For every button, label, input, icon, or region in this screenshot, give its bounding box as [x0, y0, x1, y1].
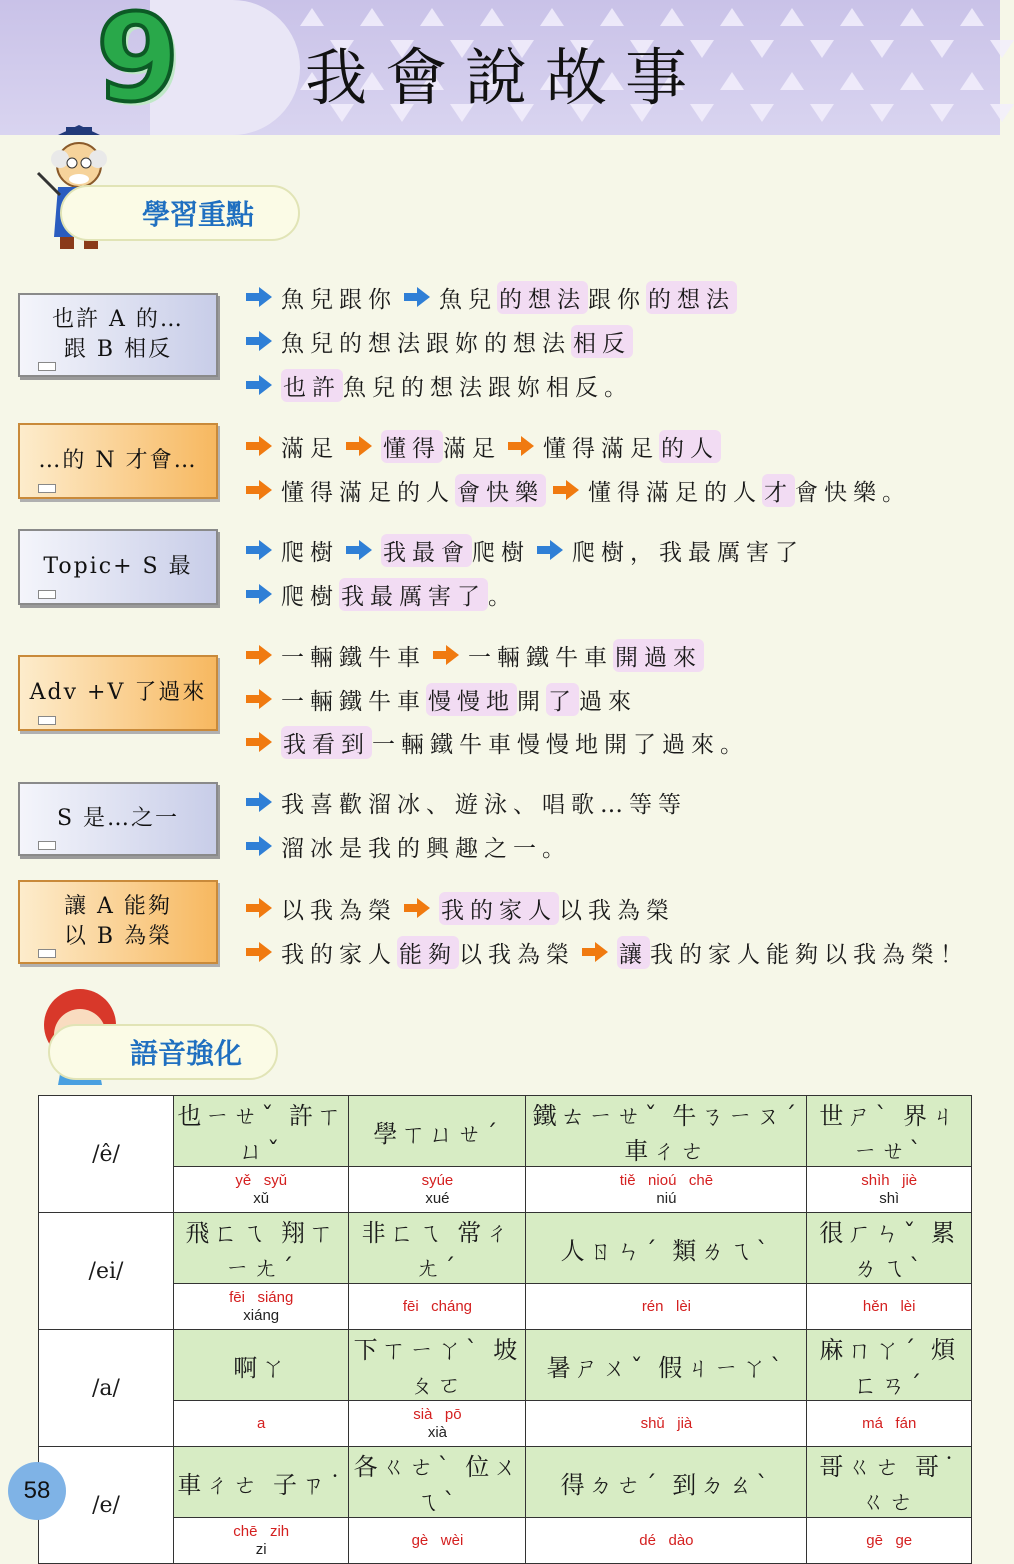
pinyin-cell [174, 1401, 349, 1447]
example-text: 會快樂。 [795, 479, 911, 506]
triangle-decoration [900, 8, 924, 26]
triangle-decoration [600, 8, 624, 26]
triangle-decoration [810, 40, 834, 58]
example-text: 。 [488, 583, 517, 610]
example-text: 一輛鐵牛車 [281, 644, 426, 671]
pinyin-text: shìh jiè [861, 1171, 918, 1189]
highlighted-text: 的人 [659, 430, 721, 463]
triangle-decoration [840, 72, 864, 90]
triangle-decoration [990, 40, 1014, 58]
pinyin-cell [349, 1167, 526, 1213]
pinyin-cell [174, 1167, 349, 1213]
arrow-right-icon [245, 330, 273, 352]
example-text: 一輛鐵牛車 [468, 644, 613, 671]
example-text: 爬樹 [281, 539, 339, 566]
unit-header [0, 0, 1000, 135]
example-text: 爬樹 [281, 583, 339, 610]
triangle-decoration [420, 8, 444, 26]
triangle-decoration [780, 72, 804, 90]
section-title-phonetics: 語音強化 [130, 1037, 243, 1070]
pinyin-cell [349, 1401, 526, 1447]
pinyin-text: chē zih [233, 1522, 290, 1540]
triangle-decoration [660, 8, 684, 26]
triangle-decoration [750, 104, 774, 122]
grammar-box-1: 也許 A 的… 跟 B 相反 [18, 293, 218, 377]
arrow-right-icon [245, 791, 273, 813]
pinyin-text: shǔ jià [640, 1414, 693, 1432]
pinyin-cell [174, 1518, 349, 1564]
vowel-label: /ê/ [39, 1096, 174, 1213]
section-title-grammar: 學習重點 [142, 198, 255, 231]
triangle-decoration [870, 40, 894, 58]
arrow-right-icon [245, 644, 273, 666]
hanzi-cell: 啊ㄚ [174, 1330, 349, 1401]
pinyin-cell [349, 1518, 526, 1564]
pinyin-text: dé dào [639, 1531, 694, 1549]
arrow-right-icon [245, 435, 273, 457]
arrow-right-icon [432, 644, 460, 666]
hanzi-cell: 麻ㄇㄚˊ 煩ㄈㄢˊ [807, 1330, 972, 1401]
highlighted-text: 我最會 [381, 534, 472, 567]
highlighted-text: 我看到 [281, 726, 372, 759]
triangle-decoration [930, 40, 954, 58]
highlighted-text: 慢慢地 [426, 683, 517, 716]
pinyin-alt-text: xiáng [243, 1306, 280, 1324]
pinyin-text: fēi cháng [402, 1297, 473, 1315]
arrow-right-icon [245, 897, 273, 919]
hanzi-cell: 也ㄧㄝˇ 許ㄒㄩˇ [174, 1096, 349, 1167]
highlighted-text: 才 [762, 474, 795, 507]
highlighted-text: 讓 [617, 936, 650, 969]
example-text: 過來 [579, 688, 637, 715]
arrow-right-icon [552, 479, 580, 501]
example-line [245, 724, 749, 760]
example-text: 爬樹 [472, 539, 530, 566]
pinyin-alt-text: niú [656, 1189, 677, 1207]
vowel-label: /a/ [39, 1330, 174, 1447]
example-text: 溜冰是我的興趣之一。 [281, 835, 571, 862]
grammar-box-3: Topic+ S 最 [18, 529, 218, 605]
example-text: 魚兒 [439, 286, 497, 313]
pinyin-cell [807, 1284, 972, 1330]
hanzi-cell: 世ㄕˋ 界ㄐㄧㄝˋ [807, 1096, 972, 1167]
example-text: 魚兒的想法跟妳的想法 [281, 330, 571, 357]
example-text: 魚兒跟你 [281, 286, 397, 313]
example-line [245, 681, 637, 717]
arrow-right-icon [403, 286, 431, 308]
arrow-right-icon [536, 539, 564, 561]
arrow-right-icon [245, 479, 273, 501]
example-line [245, 323, 633, 359]
pinyin-text: gè wèi [411, 1531, 464, 1549]
example-text: 懂得滿足 [543, 435, 659, 462]
pinyin-cell [349, 1284, 526, 1330]
hanzi-cell: 得ㄉㄜˊ 到ㄉㄠˋ [526, 1447, 807, 1518]
hanzi-cell: 很ㄏㄣˇ 累ㄌㄟˋ [807, 1213, 972, 1284]
hanzi-cell: 非ㄈㄟ 常ㄔㄤˊ [349, 1213, 526, 1284]
example-line [245, 890, 675, 926]
example-text: 魚兒的想法跟妳相反。 [343, 374, 633, 401]
example-text: 我的家人能夠以我為榮！ [650, 941, 969, 968]
pinyin-text: rén lèi [641, 1297, 692, 1315]
example-text: 滿足 [443, 435, 501, 462]
unit-number: 9 [96, 0, 180, 129]
pinyin-alt-text: shì [879, 1189, 900, 1207]
pinyin-cell [174, 1284, 349, 1330]
example-text: 爬樹，我最厲害了 [572, 539, 804, 566]
triangle-decoration [720, 8, 744, 26]
highlighted-text: 的想法 [497, 281, 588, 314]
highlighted-text: 也許 [281, 369, 343, 402]
highlighted-text: 開過來 [613, 639, 704, 672]
highlighted-text: 的想法 [646, 281, 737, 314]
example-line [245, 828, 571, 864]
triangle-decoration [930, 104, 954, 122]
pinyin-alt-text: xià [427, 1423, 448, 1441]
triangle-decoration [360, 8, 384, 26]
example-line [245, 367, 633, 403]
pinyin-alt-text: xǔ [253, 1189, 270, 1207]
example-text: 跟你 [588, 286, 646, 313]
vowel-label: /ei/ [39, 1213, 174, 1330]
triangle-decoration [840, 8, 864, 26]
arrow-right-icon [245, 539, 273, 561]
pinyin-text: yě syǔ [235, 1171, 288, 1189]
arrow-right-icon [245, 286, 273, 308]
pinyin-cell [807, 1401, 972, 1447]
hanzi-cell: 鐵ㄊㄧㄝˇ 牛ㄋㄧㄡˊ 車ㄔㄜ [526, 1096, 807, 1167]
highlighted-text: 了 [546, 683, 579, 716]
grammar-box-5: S 是…之一 [18, 782, 218, 856]
arrow-right-icon [245, 731, 273, 753]
example-text: 懂得滿足的人 [281, 479, 455, 506]
highlighted-text: 相反 [571, 325, 633, 358]
pinyin-cell [807, 1167, 972, 1213]
highlighted-text: 能夠 [397, 936, 459, 969]
triangle-decoration [960, 8, 984, 26]
grammar-box-6: 讓 A 能夠 以 B 為榮 [18, 880, 218, 964]
highlighted-text: 我最厲害了 [339, 578, 488, 611]
arrow-right-icon [245, 941, 273, 963]
example-line [245, 637, 704, 673]
pinyin-alt-text: zi [255, 1540, 267, 1558]
example-text: 一輛鐵牛車 [281, 688, 426, 715]
hanzi-cell: 下ㄒㄧㄚˋ 坡ㄆㄛ [349, 1330, 526, 1401]
grammar-box-2: …的 N 才會… [18, 423, 218, 499]
arrow-right-icon [245, 374, 273, 396]
example-text: 以我為榮 [559, 897, 675, 924]
grammar-box-4: Adv +V 了過來 [18, 655, 218, 731]
hanzi-cell: 各ㄍㄜˋ 位ㄨㄟˋ [349, 1447, 526, 1518]
example-line [245, 472, 911, 508]
example-text: 以我為榮 [459, 941, 575, 968]
triangle-decoration [900, 72, 924, 90]
hanzi-cell: 暑ㄕㄨˇ 假ㄐㄧㄚˋ [526, 1330, 807, 1401]
triangle-decoration [300, 8, 324, 26]
example-text: 我的家人 [281, 941, 397, 968]
pinyin-text: tiě nioú chē [619, 1171, 714, 1189]
arrow-right-icon [345, 435, 373, 457]
section-badge-phonetics [48, 1024, 278, 1080]
triangle-decoration [540, 8, 564, 26]
triangle-decoration [750, 40, 774, 58]
pinyin-text: hěn lèi [862, 1297, 916, 1315]
hanzi-cell: 學ㄒㄩㄝˊ [349, 1096, 526, 1167]
triangle-decoration [720, 72, 744, 90]
example-text: 懂得滿足的人 [588, 479, 762, 506]
highlighted-text: 我的家人 [439, 892, 559, 925]
pinyin-text: syúe [421, 1171, 454, 1189]
pinyin-text: má fán [862, 1414, 917, 1432]
pinyin-text: gē ge [866, 1531, 913, 1549]
hanzi-cell: 車ㄔㄜ 子ㄗ˙ [174, 1447, 349, 1518]
example-text: 一輛鐵牛車慢慢地開了過來。 [372, 731, 749, 758]
arrow-right-icon [245, 688, 273, 710]
example-line [245, 576, 517, 612]
pinyin-cell [526, 1401, 807, 1447]
example-text: 滿足 [281, 435, 339, 462]
hanzi-cell: 人ㄖㄣˊ 類ㄌㄟˋ [526, 1213, 807, 1284]
section-badge-grammar [60, 185, 300, 241]
pinyin-text: sià pō [413, 1405, 462, 1423]
vowel-label: /e/ [39, 1447, 174, 1564]
highlighted-text: 懂得 [381, 430, 443, 463]
hanzi-cell: 飛ㄈㄟ 翔ㄒㄧㄤˊ [174, 1213, 349, 1284]
phonetics-table [38, 1095, 972, 1564]
example-line [245, 279, 737, 315]
triangle-decoration [960, 72, 984, 90]
arrow-right-icon [245, 583, 273, 605]
example-text: 我喜歡溜冰、遊泳、唱歌…等等 [281, 791, 687, 818]
example-text: 開 [517, 688, 546, 715]
hanzi-cell: 哥ㄍㄜ 哥˙ㄍㄜ [807, 1447, 972, 1518]
triangle-decoration [810, 104, 834, 122]
pinyin-text: fēi siáng [229, 1288, 294, 1306]
pinyin-alt-text: xué [425, 1189, 450, 1207]
triangle-decoration [870, 104, 894, 122]
arrow-right-icon [403, 897, 431, 919]
page-title: 我會說故事 [305, 41, 706, 114]
triangle-decoration [780, 8, 804, 26]
pinyin-cell [526, 1284, 807, 1330]
highlighted-text: 會快樂 [455, 474, 546, 507]
example-line [245, 784, 687, 820]
example-line [245, 934, 969, 970]
example-line [245, 428, 721, 464]
arrow-right-icon [507, 435, 535, 457]
arrow-right-icon [581, 941, 609, 963]
pinyin-cell [526, 1518, 807, 1564]
triangle-decoration [480, 8, 504, 26]
example-line [245, 532, 804, 568]
arrow-right-icon [345, 539, 373, 561]
triangle-decoration [990, 104, 1014, 122]
pinyin-cell [807, 1518, 972, 1564]
arrow-right-icon [245, 835, 273, 857]
page-number: 58 [8, 1462, 66, 1520]
pinyin-text: a [257, 1414, 266, 1432]
example-text: 以我為榮 [281, 897, 397, 924]
pinyin-cell [526, 1167, 807, 1213]
